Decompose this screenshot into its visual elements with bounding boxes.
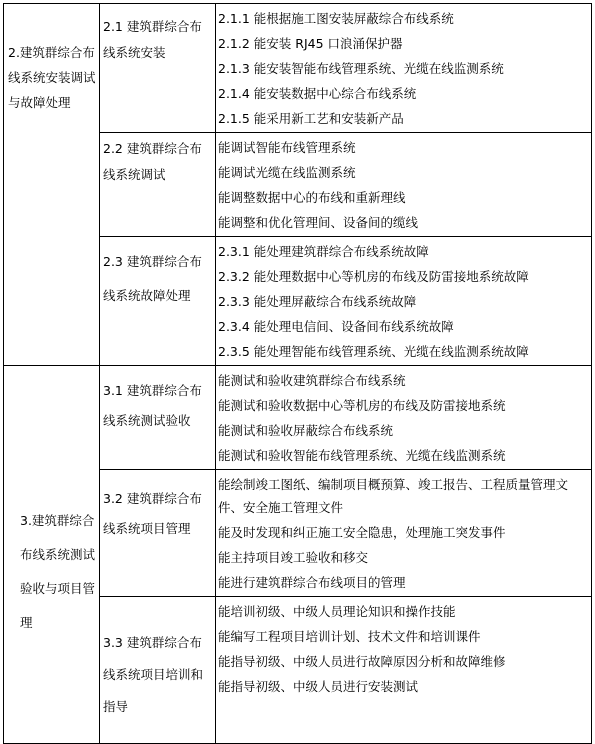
items-cell <box>216 597 592 744</box>
skills-table <box>3 3 592 744</box>
list-item: 2.3.1 能处理建筑群综合布线系统故障 <box>218 244 429 259</box>
list-item: 2.1.5 能采用新工艺和安装新产品 <box>218 111 404 126</box>
unit-title: 3.1 建筑群综合布线系统测试验收 <box>103 383 202 428</box>
module-cell <box>4 4 100 366</box>
module-title: 3.建筑群综合布线系统测试验收与项目管理 <box>20 513 96 630</box>
list-item: 能调整和优化管理间、设备间的缆线 <box>218 215 419 230</box>
list-item: 2.3.2 能处理数据中心等机房的布线及防雷接地系统故障 <box>218 269 529 284</box>
list-item: 2.1.1 能根据施工图安装屏蔽综合布线系统 <box>218 11 454 26</box>
list-item: 能及时发现和纠正施工安全隐患，处理施工突发事件 <box>218 525 506 540</box>
list-item: 2.3.3 能处理屏蔽综合布线系统故障 <box>218 294 417 309</box>
list-item: 能测试和验收建筑群综合布线系统 <box>218 373 406 388</box>
list-item: 2.3.4 能处理电信间、设备间布线系统故障 <box>218 319 454 334</box>
unit-cell <box>100 366 216 470</box>
items-cell <box>216 133 592 237</box>
list-item: 能测试和验收数据中心等机房的布线及防雷接地系统 <box>218 398 506 413</box>
list-item: 能指导初级、中级人员进行安装测试 <box>218 679 419 694</box>
list-item: 2.1.4 能安装数据中心综合布线系统 <box>218 86 417 101</box>
items-cell <box>216 237 592 366</box>
list-item: 能主持项目竣工验收和移交 <box>218 550 369 565</box>
unit-cell <box>100 597 216 744</box>
unit-cell <box>100 4 216 133</box>
unit-cell <box>100 470 216 597</box>
list-item: 2.3.5 能处理智能布线管理系统、光缆在线监测系统故障 <box>218 344 529 359</box>
list-item: 能调整数据中心的布线和重新理线 <box>218 190 406 205</box>
items-cell <box>216 470 592 597</box>
list-item: 能测试和验收智能布线管理系统、光缆在线监测系统 <box>218 448 506 463</box>
list-item: 能测试和验收屏蔽综合布线系统 <box>218 423 394 438</box>
unit-title: 2.1 建筑群综合布线系统安装 <box>103 19 202 60</box>
list-item: 2.1.3 能安装智能布线管理系统、光缆在线监测系统 <box>218 61 504 76</box>
list-item: 能指导初级、中级人员进行故障原因分析和故障维修 <box>218 654 506 669</box>
items-cell <box>216 4 592 133</box>
table-row <box>4 4 592 133</box>
list-item: 能培训初级、中级人员理论知识和操作技能 <box>218 604 456 619</box>
list-item: 能调试光缆在线监测系统 <box>218 165 356 180</box>
unit-cell <box>100 237 216 366</box>
module-title: 2.建筑群综合布线系统安装调试与故障处理 <box>8 45 96 110</box>
module-cell <box>4 366 100 744</box>
list-item: 2.1.2 能安装 RJ45 口浪涌保护器 <box>218 36 403 51</box>
table-row <box>4 366 592 470</box>
list-item: 能进行建筑群综合布线项目的管理 <box>218 575 406 590</box>
unit-title: 2.2 建筑群综合布线系统调试 <box>103 141 202 182</box>
unit-title: 3.3 建筑群综合布线系统项目培训和指导 <box>103 635 204 714</box>
list-item: 能绘制竣工图纸、编制项目概预算、竣工报告、工程质量管理文件、安全施工管理文件 <box>218 477 569 515</box>
unit-cell <box>100 133 216 237</box>
list-item: 能调试智能布线管理系统 <box>218 140 356 155</box>
unit-title: 3.2 建筑群综合布线系统项目管理 <box>103 491 202 536</box>
list-item: 能编写工程项目培训计划、技术文件和培训课件 <box>218 629 481 644</box>
items-cell <box>216 366 592 470</box>
unit-title: 2.3 建筑群综合布线系统故障处理 <box>103 254 202 303</box>
